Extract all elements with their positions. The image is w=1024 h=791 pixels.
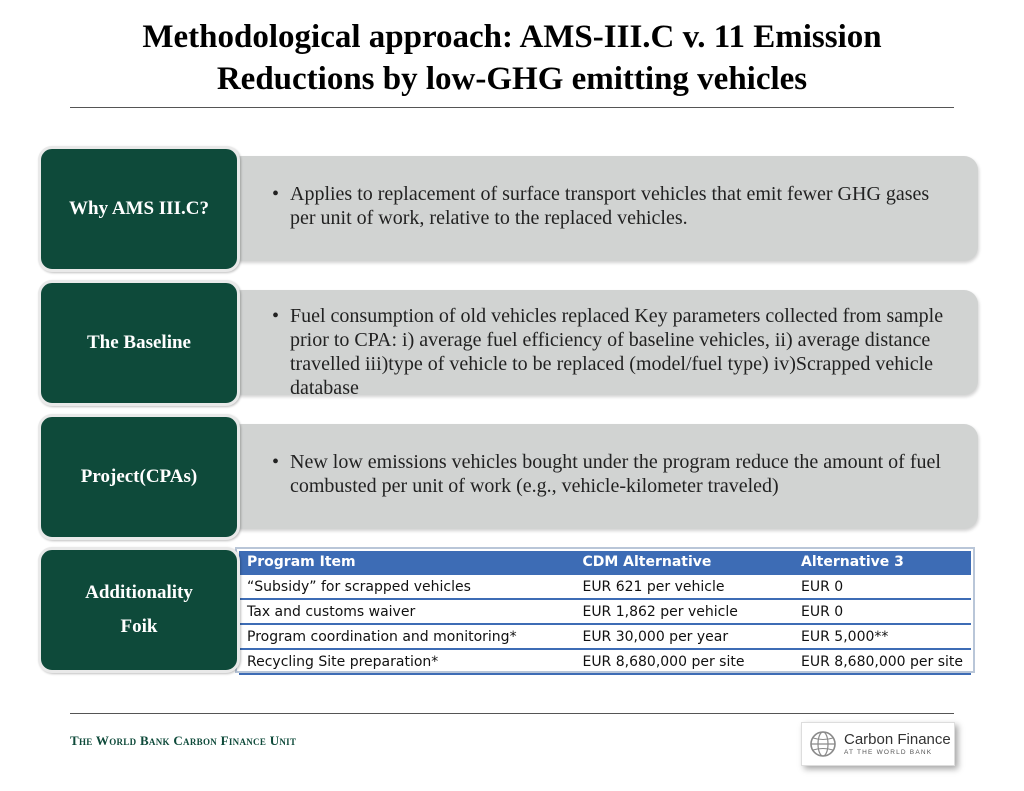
- footer-divider: [70, 713, 954, 714]
- footer-org-name: The World Bank Carbon Finance Unit: [70, 733, 297, 748]
- logo-title: Carbon Finance: [844, 730, 951, 748]
- bullet-text: • New low emissions vehicles bought under the program reduce the amount of fuel combusted per unit of work (e.g., vehicle-kilometer traveled): [272, 450, 948, 498]
- table-cell: Program coordination and monitoring*: [239, 624, 574, 649]
- title-line-2: Reductions by low-GHG emitting vehicles: [216, 61, 808, 97]
- table-cell: “Subsidy” for scrapped vehicles: [239, 574, 574, 599]
- cost-table-container: [235, 547, 975, 673]
- table-cell: EUR 5,000**: [793, 624, 971, 649]
- section-content-why: [228, 156, 978, 261]
- section-label-project: Project(CPAs): [38, 414, 240, 540]
- table-row: [239, 599, 971, 624]
- column-header: Alternative 3: [793, 551, 971, 574]
- table-cell: EUR 0: [793, 599, 971, 624]
- logo-subtitle: AT THE WORLD BANK: [844, 748, 933, 756]
- section-content-project: [228, 424, 978, 529]
- title-divider: [70, 107, 954, 108]
- table-cell: EUR 8,680,000 per site: [574, 649, 793, 674]
- table-cell: EUR 621 per vehicle: [574, 574, 793, 599]
- carbon-finance-logo: [801, 722, 955, 766]
- title-line-1: Methodological approach: AMS-III.C v. 11 Emission: [142, 19, 882, 55]
- additionality-label-line1: Additionality: [85, 582, 193, 603]
- table-header-row: [239, 551, 971, 574]
- table-cell: EUR 8,680,000 per site: [793, 649, 971, 674]
- bullet-text: • Fuel consumption of old vehicles replaced Key parameters collected from sample prior to CPA: i) average fuel efficiency of baseline vehicles, ii) average distance travelled iii)type of vehicle to be replaced (model/fuel type) iv)Scrapped vehicle database: [272, 304, 948, 400]
- table-cell: EUR 30,000 per year: [574, 624, 793, 649]
- slide-title: [40, 16, 984, 100]
- section-content-baseline: [228, 290, 978, 399]
- section-label-additionality: [38, 547, 240, 673]
- section-label-why: Why AMS III.C?: [38, 146, 240, 272]
- table-row: [239, 624, 971, 649]
- globe-icon: [808, 729, 838, 759]
- column-header: Program Item: [239, 551, 574, 574]
- table-cell: Recycling Site preparation*: [239, 649, 574, 674]
- table-row: [239, 649, 971, 674]
- table-cell: EUR 1,862 per vehicle: [574, 599, 793, 624]
- section-label-baseline: The Baseline: [38, 280, 240, 406]
- column-header: CDM Alternative: [574, 551, 793, 574]
- table-cell: EUR 0: [793, 574, 971, 599]
- table-cell: Tax and customs waiver: [239, 599, 574, 624]
- table-row: [239, 574, 971, 599]
- bullet-text: • Applies to replacement of surface transport vehicles that emit fewer GHG gases per unit of work, relative to the replaced vehicles.: [272, 182, 948, 230]
- additionality-label-line2: Foik: [120, 616, 158, 637]
- cost-table: [239, 551, 971, 675]
